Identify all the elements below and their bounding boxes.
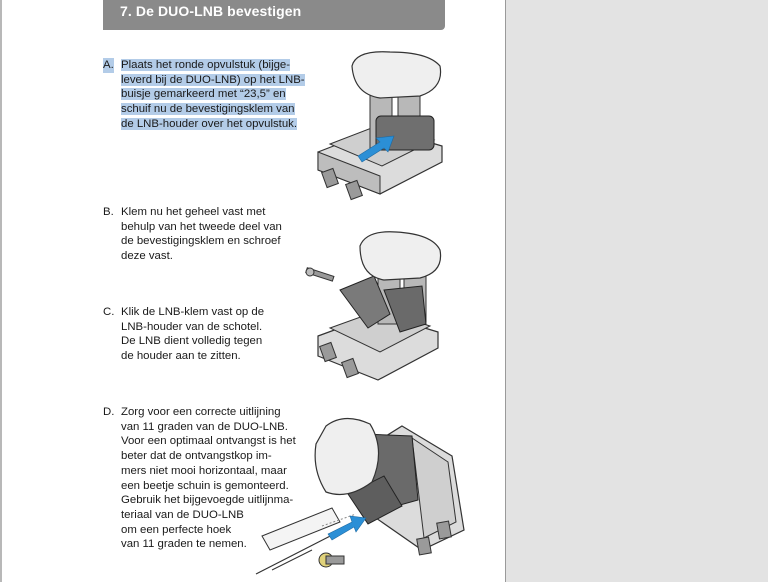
step-d-line: Zorg voor een correcte uitlijning [121, 406, 281, 418]
page-margin-rule [0, 0, 2, 582]
step-d-line: beter dat de ontvangstkop im- [121, 450, 272, 463]
section-title: 7. De DUO-LNB bevestigen [120, 3, 302, 19]
step-b-line: behulp van het tweede deel van [121, 220, 282, 233]
illustration-step-d [252, 410, 472, 580]
step-d-line: om een perfecte hoek [121, 523, 232, 536]
step-a-line: buisje gemarkeerd met “23,5” en [121, 88, 286, 101]
step-a-text[interactable] [121, 58, 306, 132]
step-d-line: Gebruik het bijgevoegde uitlijnma- [121, 494, 294, 507]
step-b-line: de bevestigingsklem en schroef [121, 235, 281, 248]
step-d-line: een beetje schuin is gemonteerd. [121, 479, 289, 492]
step-b-line: deze vast. [121, 250, 173, 263]
step-d-line: Voor een optimaal ontvangst is het [121, 435, 296, 448]
step-d-line: teriaal van de DUO-LNB [121, 508, 244, 521]
step-b-line: Klem nu het geheel vast met [121, 206, 266, 218]
step-c-line: de houder aan te zitten. [121, 350, 241, 363]
step-a-line: schuif nu de bevestigingsklem van [121, 103, 295, 116]
step-a-letter: A. [103, 59, 114, 71]
step-a-line: Plaats het ronde opvulstuk (bijge- [121, 59, 291, 71]
section-header [103, 0, 445, 30]
step-a-line: de LNB-houder over het opvulstuk. [121, 117, 298, 130]
illustration-step-a [310, 44, 450, 206]
step-c-text [121, 305, 306, 364]
step-c-line: Klik de LNB-klem vast op de [121, 306, 265, 318]
step-d-letter: D. [103, 406, 115, 418]
step-a-line: leverd bij de DUO-LNB) op het LNB- [121, 73, 305, 86]
step-d-line: mers niet mooi horizontaal, maar [121, 464, 287, 477]
step-c-letter: C. [103, 306, 115, 318]
step-b-letter: B. [103, 206, 114, 218]
step-d-line: van 11 graden van de DUO-LNB. [121, 420, 288, 433]
step-b-text [121, 205, 306, 264]
step-c-line: De LNB dient volledig tegen [121, 335, 263, 348]
step-d-line: van 11 graden te nemen. [121, 538, 247, 551]
step-c-line: LNB-houder van de schotel. [121, 320, 263, 333]
illustration-step-bc [300, 228, 452, 386]
